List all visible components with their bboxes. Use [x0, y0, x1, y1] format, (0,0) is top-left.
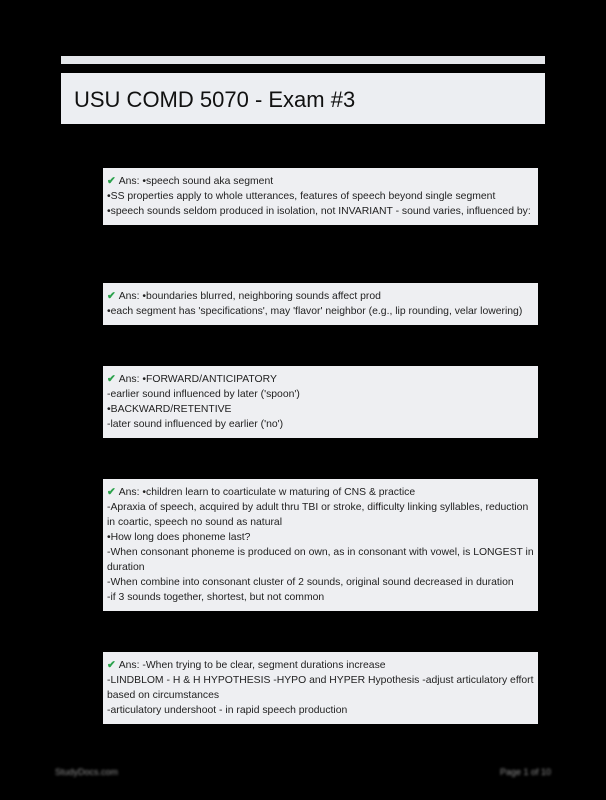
card-line: ✔ Ans: •FORWARD/ANTICIPATORY — [107, 374, 277, 385]
card-line: -When consonant phoneme is produced on own, as in consonant with vowel, is LONGEST in duration — [107, 547, 537, 573]
page-title: USU COMD 5070 - Exam #3 — [74, 87, 356, 112]
page-number: Page 1 of 10 — [499, 767, 551, 777]
footer-watermark: StudyDocs.com — [55, 767, 119, 777]
check-icon: ✔ — [107, 660, 116, 671]
card-line: ✔ Ans: •children learn to coarticulate w maturing of CNS & practice — [107, 487, 416, 498]
card-line: -LINDBLOM - H & H HYPOTHESIS -HYPO and HYPER Hypothesis -adjust articulatory effort based on circumstances — [107, 675, 537, 701]
check-icon: ✔ — [107, 487, 116, 498]
card-line: -When combine into consonant cluster of 2 sounds, original sound decreased in duration — [107, 577, 514, 588]
answer-card-2 — [103, 283, 538, 325]
check-icon: ✔ — [107, 291, 116, 302]
header-strip — [61, 56, 545, 64]
card-line: ✔ Ans: -When trying to be clear, segment durations increase — [107, 660, 386, 671]
check-icon: ✔ — [107, 374, 116, 385]
answer-card-4 — [103, 479, 538, 611]
card-line: -Apraxia of speech, acquired by adult thru TBI or stroke, difficulty linking syllables, reduction in coartic, speech no sound as natural — [107, 502, 532, 528]
card-line: ✔ Ans: •boundaries blurred, neighboring sounds affect prod — [107, 291, 381, 302]
card-line: •each segment has 'specifications', may 'flavor' neighbor (e.g., lip rounding, velar lowering) — [107, 306, 523, 317]
answer-card-5 — [103, 652, 538, 724]
card-line: -articulatory undershoot - in rapid speech production — [107, 705, 348, 716]
card-line: •speech sounds seldom produced in isolation, not INVARIANT - sound varies, influenced by: — [107, 206, 531, 217]
answer-card-1 — [103, 168, 538, 225]
card-line: -if 3 sounds together, shortest, but not common — [107, 592, 325, 603]
answer-card-3 — [103, 366, 538, 438]
card-line: •SS properties apply to whole utterances, features of speech beyond single segment — [107, 191, 496, 202]
card-line: •BACKWARD/RETENTIVE — [107, 404, 232, 415]
card-line: •How long does phoneme last? — [107, 532, 251, 543]
card-line: ✔ Ans: •speech sound aka segment — [107, 176, 274, 187]
check-icon: ✔ — [107, 176, 116, 187]
title-box — [61, 73, 545, 124]
card-line: -later sound influenced by earlier ('no') — [107, 419, 284, 430]
card-line: -earlier sound influenced by later ('spoon') — [107, 389, 300, 400]
